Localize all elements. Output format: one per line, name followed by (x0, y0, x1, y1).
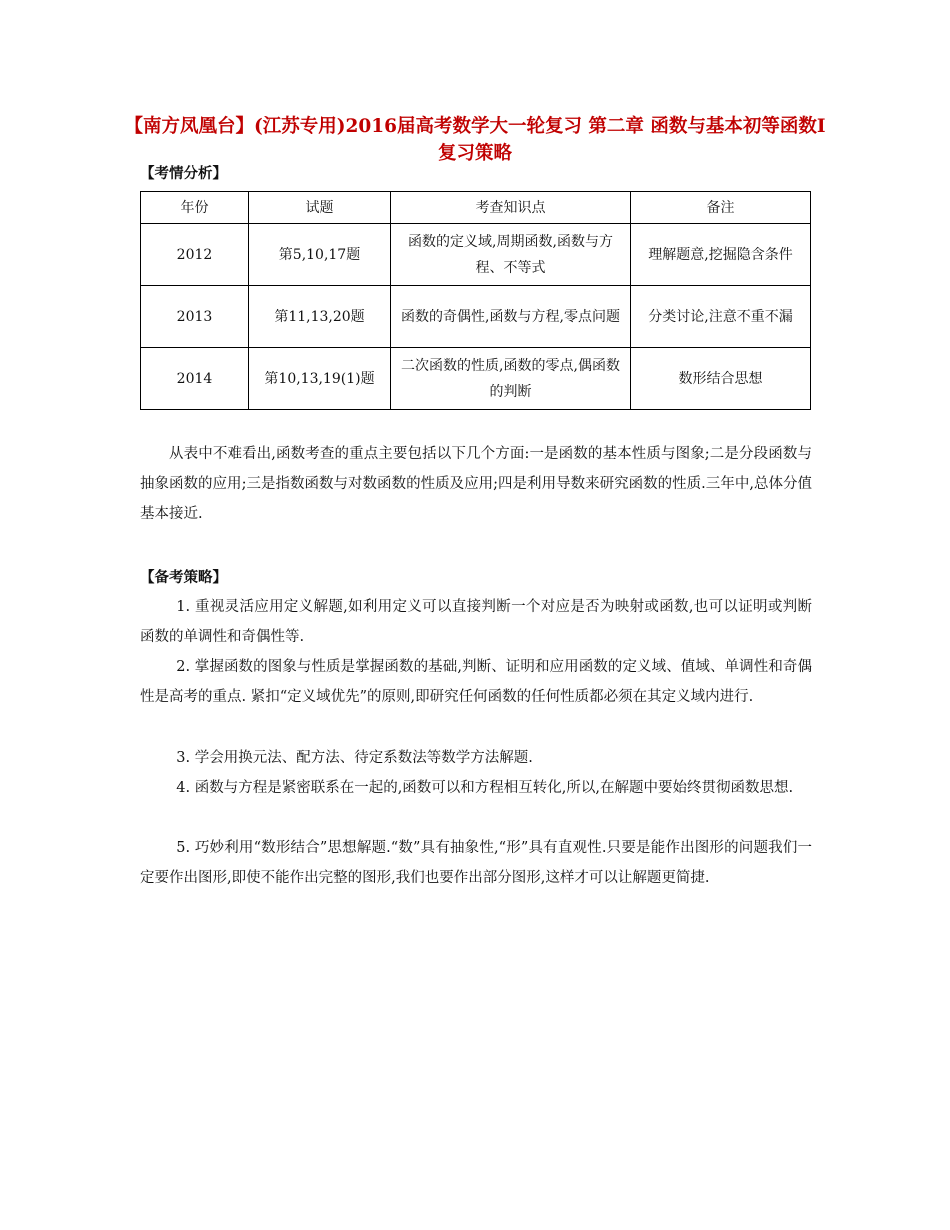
strategy-item: 4. 函数与方程是紧密联系在一起的,函数可以和方程相互转化,所以,在解题中要始终贯彻函数思想. (176, 780, 794, 796)
strategy-item: 5. 巧妙利用“数形结合”思想解题.“数”具有抽象性,“形”具有直观性.只要是能作出图形的问题我们一定要作出图形,即使不能作出完整的图形,我们也要作出部分图形,这样才可以让解题更简捷. (140, 840, 812, 886)
table-header-row (141, 192, 811, 224)
header-question: 试题 (249, 192, 391, 224)
analysis-summary: 从表中不难看出,函数考查的重点主要包括以下几个方面:一是函数的基本性质与图象;二是分段函数与抽象函数的应用;三是指数函数与对数函数的性质及应用;四是利用导数来研究函数的性质.三年中,总体分值基本接近. (140, 446, 812, 522)
table-row (141, 348, 811, 410)
cell-note: 理解题意,挖掘隐含条件 (631, 224, 811, 286)
table-row (141, 224, 811, 286)
table-row (141, 286, 811, 348)
cell-question: 第11,13,20题 (249, 286, 391, 348)
cell-year: 2014 (141, 348, 249, 410)
cell-year: 2013 (141, 286, 249, 348)
document-title: 【南方凤凰台】(江苏专用)2016届高考数学大一轮复习 第二章 函数与基本初等函数Ⅰ复习策略 (124, 116, 826, 164)
cell-question: 第10,13,19(1)题 (249, 348, 391, 410)
exam-analysis-table (140, 191, 811, 410)
strategy-item: 2. 掌握函数的图象与性质是掌握函数的基础,判断、证明和应用函数的定义域、值域、单调性和奇偶性是高考的重点. 紧扣“定义域优先”的原则,即研究任何函数的任何性质都必须在其定义域内进行. (140, 659, 812, 705)
cell-note: 分类讨论,注意不重不漏 (631, 286, 811, 348)
cell-note: 数形结合思想 (631, 348, 811, 410)
cell-question: 第5,10,17题 (249, 224, 391, 286)
header-note: 备注 (631, 192, 811, 224)
analysis-heading: 【考情分析】 (140, 166, 227, 182)
strategy-heading: 【备考策略】 (140, 570, 227, 586)
cell-topic: 二次函数的性质,函数的零点,偶函数的判断 (391, 348, 631, 410)
cell-topic: 函数的奇偶性,函数与方程,零点问题 (391, 286, 631, 348)
strategy-item: 3. 学会用换元法、配方法、待定系数法等数学方法解题. (176, 750, 533, 766)
strategy-item: 1. 重视灵活应用定义解题,如利用定义可以直接判断一个对应是否为映射或函数,也可以证明或判断函数的单调性和奇偶性等. (140, 599, 812, 645)
header-topic: 考查知识点 (391, 192, 631, 224)
cell-year: 2012 (141, 224, 249, 286)
header-year: 年份 (141, 192, 249, 224)
cell-topic: 函数的定义域,周期函数,函数与方程、不等式 (391, 224, 631, 286)
